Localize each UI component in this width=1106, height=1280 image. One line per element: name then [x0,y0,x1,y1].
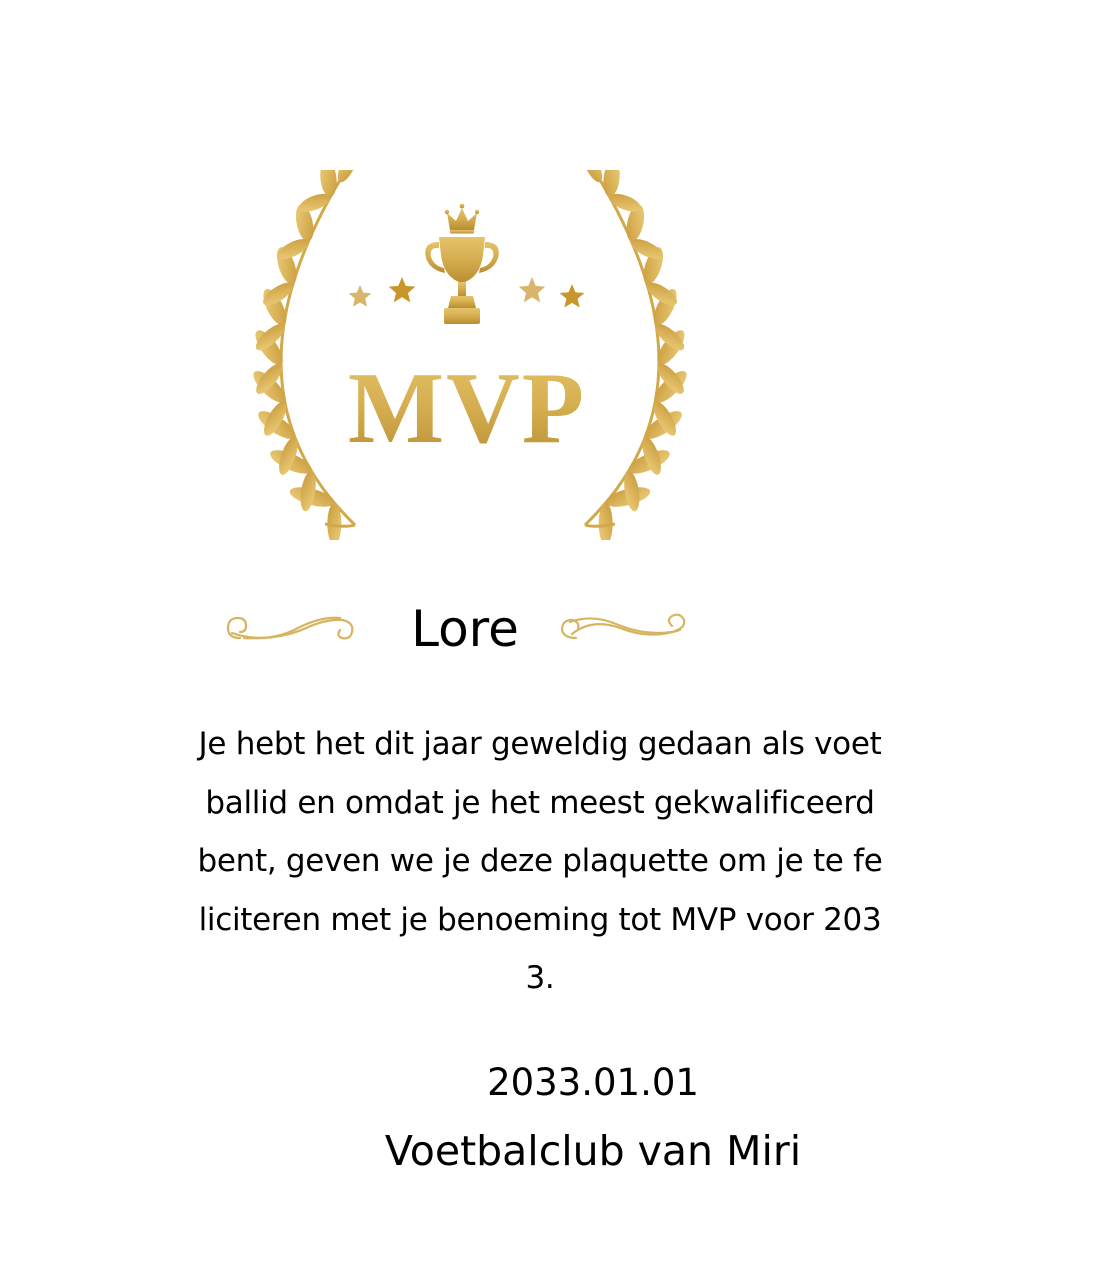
club-name: Voetbalclub van Miri [384,1127,802,1175]
crown-icon [445,204,479,234]
laurel-wreath-right-icon [577,170,691,540]
trophy-icon [425,237,499,324]
mvp-emblem [225,170,715,540]
laurel-wreath-left-icon [249,170,363,540]
emblem-title: MVP [347,352,587,465]
flourish-right-icon [556,608,690,648]
award-date: 2033.01.01 [487,1061,699,1104]
flourish-left-icon [224,608,358,648]
citation-text: Je hebt het dit jaar geweldig gedaan als voet ballid en omdat je het meest gekwalificeerd bent, geven we je deze plaquette om je te fe liciteren met je benoeming tot MVP voor 203 3. [197,726,883,996]
recipient-name: Lore [411,600,519,658]
